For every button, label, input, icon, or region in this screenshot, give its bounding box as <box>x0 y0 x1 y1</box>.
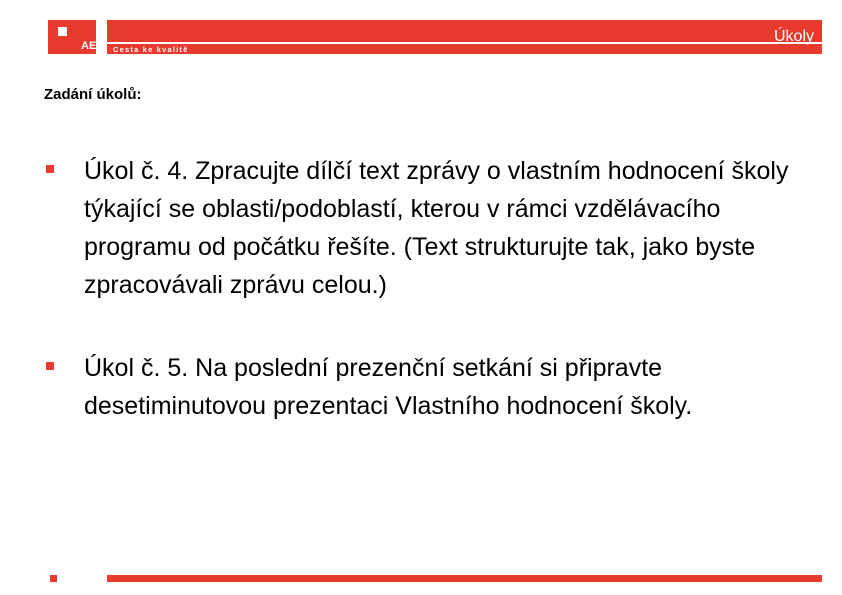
header-bar <box>107 20 822 54</box>
square-bullet-icon <box>46 165 54 173</box>
logo-notch <box>58 27 67 36</box>
list-item <box>46 152 806 304</box>
header-bar-divider <box>107 42 822 44</box>
footer-square <box>50 575 57 582</box>
bullet-text: Úkol č. 4. Zpracujte dílčí text zprávy o vlastním hodnocení školy týkající se oblasti/podoblastí, kterou v rámci vzdělávacího programu od počátku řešíte. (Text strukturujte tak, jako byste zpracovávali zprávu celou.) <box>84 157 789 299</box>
bullet-text: Úkol č. 5. Na poslední prezenční setkání si připravte desetiminutovou prezentaci Vlastního hodnocení školy. <box>84 354 693 420</box>
footer-bar <box>107 575 822 582</box>
slide-title: Úkoly <box>773 28 814 45</box>
subheading: Zadání úkolů: <box>44 86 142 103</box>
header-tagline: Cesta ke kvalitě <box>113 45 189 54</box>
square-bullet-icon <box>46 362 54 370</box>
bullet-list <box>46 152 806 470</box>
logo-text: AE <box>81 40 97 52</box>
list-item <box>46 349 806 425</box>
